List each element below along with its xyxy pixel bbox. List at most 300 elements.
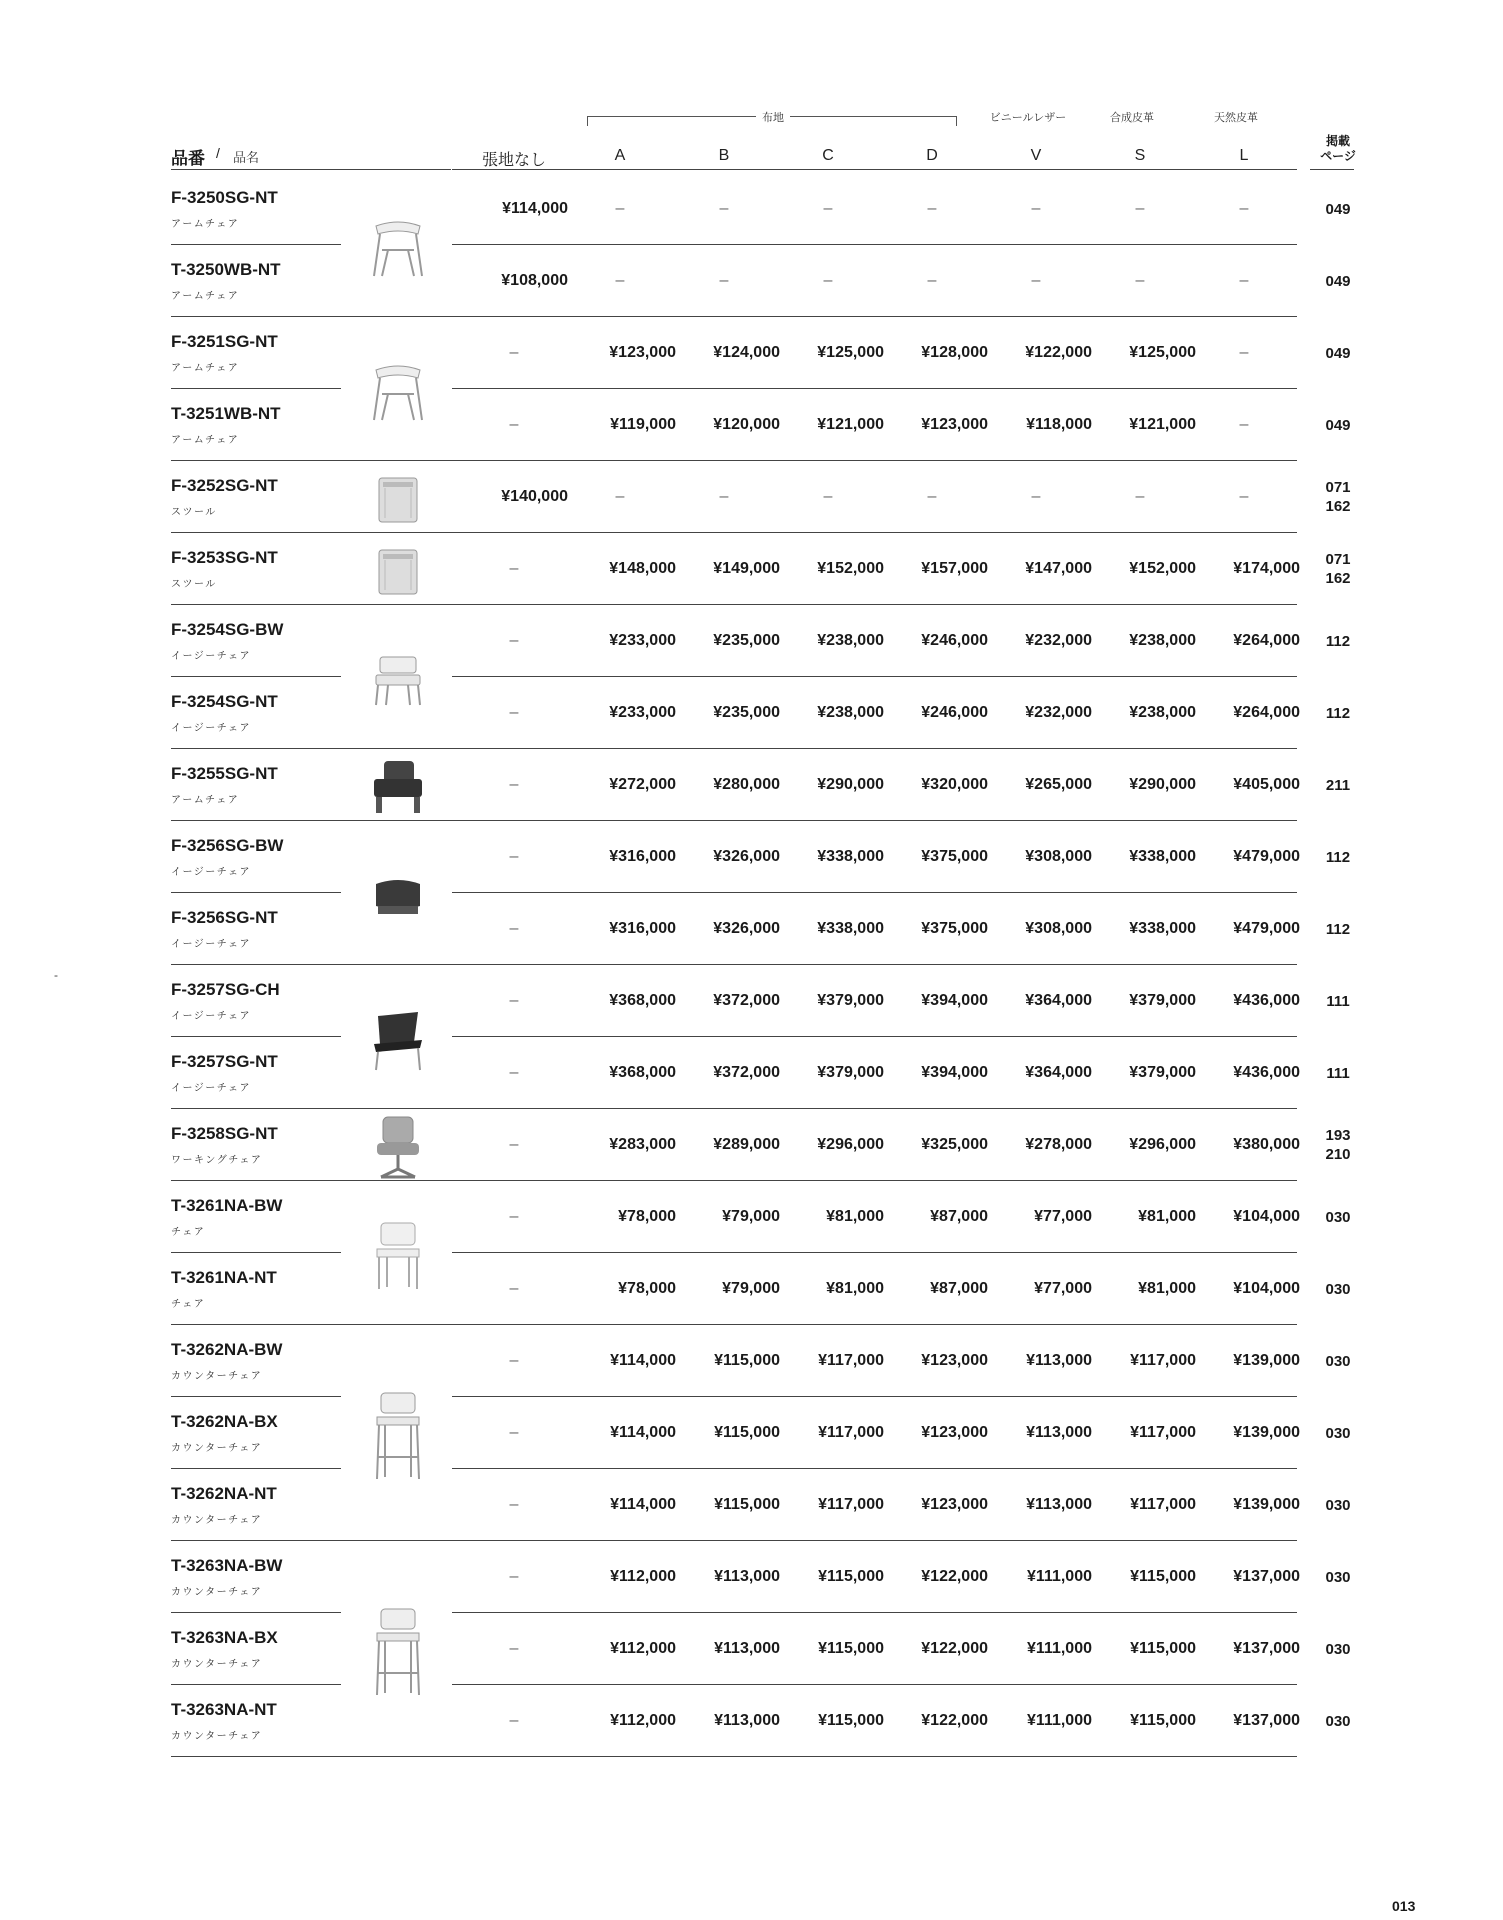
price-no-upholstery: ¥140,000 xyxy=(501,488,568,505)
header-rule-page xyxy=(1310,169,1354,170)
price-a: ¥316,000 xyxy=(609,920,676,937)
page-ref: 030 xyxy=(1325,1568,1351,1586)
catalog-page xyxy=(1310,550,1366,588)
page-ref: 071 xyxy=(1325,551,1351,568)
chair-white-icon xyxy=(371,1221,425,1296)
counter-chair-icon xyxy=(371,1391,425,1486)
row-divider xyxy=(452,1396,1297,1397)
price-no-upholstery: – xyxy=(509,1064,519,1081)
price-b: ¥113,000 xyxy=(714,1568,780,1585)
product-code: T-3250WB-NT xyxy=(171,260,281,279)
product-name: アームチェア xyxy=(171,363,240,374)
armchair-white-icon xyxy=(368,360,428,429)
product-name: スツール xyxy=(171,579,217,590)
catalog-page xyxy=(1310,1352,1366,1371)
no-upholstery-column-label: 張地なし xyxy=(481,152,546,169)
catalog-page xyxy=(1310,272,1366,291)
product-name: アームチェア xyxy=(171,435,240,446)
row-divider xyxy=(171,316,1297,317)
product-code: T-3263NA-BX xyxy=(171,1628,278,1647)
product-code: F-3257SG-CH xyxy=(171,980,280,999)
price-d: ¥375,000 xyxy=(921,848,988,865)
product-name: イージーチェア xyxy=(171,651,251,662)
product-code: T-3262NA-BX xyxy=(171,1412,278,1431)
header-separator: / xyxy=(216,145,220,161)
price-d: ¥122,000 xyxy=(921,1640,988,1657)
page-ref: 049 xyxy=(1325,272,1351,290)
price-no-upholstery: – xyxy=(509,632,519,649)
row-divider xyxy=(171,748,1297,749)
price-s: – xyxy=(1135,488,1145,505)
price-no-upholstery: – xyxy=(509,344,519,361)
price-c: ¥125,000 xyxy=(817,344,884,361)
catalog-page xyxy=(1310,1064,1366,1083)
row-divider xyxy=(452,1036,1297,1037)
product-code: F-3256SG-NT xyxy=(171,908,278,927)
column-label-b: B xyxy=(718,147,730,164)
catalog-page xyxy=(1310,1496,1366,1515)
header-rule-prices xyxy=(452,169,1297,170)
price-b: ¥120,000 xyxy=(713,416,780,433)
product-name: イージーチェア xyxy=(171,867,251,878)
catalog-page xyxy=(1310,1712,1366,1731)
price-d: – xyxy=(927,272,937,289)
page-ref: 162 xyxy=(1325,498,1351,515)
page-column-label xyxy=(1310,134,1366,164)
price-l: ¥104,000 xyxy=(1233,1208,1300,1225)
page-label-line1: 掲載 xyxy=(1325,134,1350,148)
price-c: ¥117,000 xyxy=(818,1496,884,1513)
row-divider xyxy=(171,1540,1297,1541)
price-b: ¥115,000 xyxy=(714,1352,780,1369)
row-divider xyxy=(171,1756,1297,1757)
catalog-page xyxy=(1310,992,1366,1011)
price-d: ¥394,000 xyxy=(921,992,988,1009)
price-b: ¥326,000 xyxy=(713,848,780,865)
stool-steel-icon xyxy=(375,546,421,603)
price-l: ¥139,000 xyxy=(1233,1424,1300,1441)
price-no-upholstery: – xyxy=(509,1640,519,1657)
price-c: ¥81,000 xyxy=(826,1208,884,1225)
code-column-label: 品番 xyxy=(171,149,205,168)
price-s: – xyxy=(1135,200,1145,217)
price-c: ¥338,000 xyxy=(817,920,884,937)
product-name: カウンターチェア xyxy=(171,1515,263,1526)
catalog-page xyxy=(1310,1208,1366,1227)
price-c: ¥379,000 xyxy=(817,992,884,1009)
price-s: ¥121,000 xyxy=(1129,416,1196,433)
page-ref: 111 xyxy=(1326,992,1350,1010)
page-ref: 030 xyxy=(1325,1424,1351,1442)
price-no-upholstery: – xyxy=(509,704,519,721)
price-b: – xyxy=(719,272,729,289)
product-code: T-3263NA-NT xyxy=(171,1700,277,1719)
page-ref: 030 xyxy=(1325,1352,1351,1370)
product-name: イージーチェア xyxy=(171,939,251,950)
product-name: アームチェア xyxy=(171,795,240,806)
price-no-upholstery: – xyxy=(509,776,519,793)
row-divider xyxy=(171,460,1297,461)
price-v: – xyxy=(1031,272,1041,289)
page-ref: 049 xyxy=(1325,416,1351,434)
price-l: ¥137,000 xyxy=(1233,1712,1300,1729)
price-d: – xyxy=(927,488,937,505)
catalog-page xyxy=(1310,848,1366,867)
price-c: ¥121,000 xyxy=(817,416,884,433)
row-divider xyxy=(171,676,341,677)
price-c: ¥117,000 xyxy=(818,1352,884,1369)
armchair-dark-icon xyxy=(370,759,426,822)
margin-mark: - xyxy=(54,968,58,982)
product-name: アームチェア xyxy=(171,219,240,230)
price-v: ¥364,000 xyxy=(1025,992,1092,1009)
price-c: ¥81,000 xyxy=(826,1280,884,1297)
price-b: ¥115,000 xyxy=(714,1424,780,1441)
synthetic-leather-label: 合成皮革 xyxy=(1110,112,1154,124)
product-name: イージーチェア xyxy=(171,1083,251,1094)
product-name: チェア xyxy=(171,1299,206,1310)
price-b: ¥372,000 xyxy=(713,1064,780,1081)
row-divider xyxy=(171,892,341,893)
product-code: F-3252SG-NT xyxy=(171,476,278,495)
product-code: F-3251SG-NT xyxy=(171,332,278,351)
page-ref: 111 xyxy=(1326,1064,1350,1082)
product-name: カウンターチェア xyxy=(171,1659,263,1670)
page-ref: 071 xyxy=(1325,479,1351,496)
price-v: ¥77,000 xyxy=(1034,1280,1092,1297)
product-name: イージーチェア xyxy=(171,723,251,734)
row-divider xyxy=(171,1468,341,1469)
row-divider xyxy=(171,532,1297,533)
easy-chair-black-icon xyxy=(368,1008,428,1077)
row-divider xyxy=(171,388,341,389)
price-d: ¥320,000 xyxy=(921,776,988,793)
price-s: ¥296,000 xyxy=(1129,1136,1196,1153)
price-c: ¥379,000 xyxy=(817,1064,884,1081)
price-no-upholstery: – xyxy=(509,920,519,937)
price-d: ¥246,000 xyxy=(921,632,988,649)
price-l: ¥479,000 xyxy=(1233,848,1300,865)
catalog-page xyxy=(1310,1126,1366,1164)
price-l: – xyxy=(1239,488,1249,505)
price-v: ¥111,000 xyxy=(1027,1568,1092,1585)
price-v: – xyxy=(1031,200,1041,217)
product-code: T-3263NA-BW xyxy=(171,1556,283,1575)
row-divider xyxy=(171,1252,341,1253)
price-no-upholstery: – xyxy=(509,1712,519,1729)
catalog-page xyxy=(1310,1424,1366,1443)
price-d: ¥122,000 xyxy=(921,1712,988,1729)
price-a: ¥78,000 xyxy=(618,1280,676,1297)
price-c: – xyxy=(823,272,833,289)
page-label-line2: ページ xyxy=(1320,149,1356,163)
row-divider xyxy=(452,1612,1297,1613)
page-ref: 112 xyxy=(1325,632,1351,650)
price-s: ¥379,000 xyxy=(1129,1064,1196,1081)
price-c: ¥238,000 xyxy=(817,632,884,649)
price-d: ¥325,000 xyxy=(921,1136,988,1153)
price-no-upholstery: – xyxy=(509,416,519,433)
price-a: ¥123,000 xyxy=(609,344,676,361)
price-s: ¥125,000 xyxy=(1129,344,1196,361)
price-c: ¥152,000 xyxy=(817,560,884,577)
product-code: T-3251WB-NT xyxy=(171,404,281,423)
row-divider xyxy=(171,1396,341,1397)
price-s: ¥338,000 xyxy=(1129,848,1196,865)
price-l: ¥264,000 xyxy=(1233,632,1300,649)
row-divider xyxy=(452,244,1297,245)
row-divider xyxy=(171,820,1297,821)
price-s: ¥152,000 xyxy=(1129,560,1196,577)
price-b: ¥124,000 xyxy=(713,344,780,361)
price-l: ¥436,000 xyxy=(1233,1064,1300,1081)
page-ref: 112 xyxy=(1325,704,1351,722)
price-l: ¥104,000 xyxy=(1233,1280,1300,1297)
price-l: ¥137,000 xyxy=(1233,1640,1300,1657)
price-a: ¥112,000 xyxy=(610,1640,676,1657)
product-name: ワーキングチェア xyxy=(171,1155,263,1166)
product-code: F-3255SG-NT xyxy=(171,764,278,783)
page-ref: 030 xyxy=(1325,1208,1351,1226)
price-d: ¥123,000 xyxy=(921,416,988,433)
price-a: ¥368,000 xyxy=(609,1064,676,1081)
price-v: ¥122,000 xyxy=(1025,344,1092,361)
price-l: ¥137,000 xyxy=(1233,1568,1300,1585)
price-a: ¥233,000 xyxy=(609,704,676,721)
price-v: ¥111,000 xyxy=(1027,1712,1092,1729)
product-code: F-3253SG-NT xyxy=(171,548,278,567)
column-label-c: C xyxy=(822,147,834,164)
price-v: ¥147,000 xyxy=(1025,560,1092,577)
price-no-upholstery: – xyxy=(509,1352,519,1369)
price-v: ¥113,000 xyxy=(1026,1424,1092,1441)
price-b: ¥115,000 xyxy=(714,1496,780,1513)
price-v: ¥232,000 xyxy=(1025,704,1092,721)
row-divider xyxy=(171,1324,1297,1325)
price-a: ¥368,000 xyxy=(609,992,676,1009)
price-a: ¥283,000 xyxy=(609,1136,676,1153)
price-l: ¥380,000 xyxy=(1233,1136,1300,1153)
catalog-page xyxy=(1310,344,1366,363)
price-b: – xyxy=(719,200,729,217)
price-no-upholstery: – xyxy=(509,848,519,865)
price-d: ¥375,000 xyxy=(921,920,988,937)
price-b: ¥149,000 xyxy=(713,560,780,577)
counter-chair-icon xyxy=(371,1607,425,1702)
price-no-upholstery: – xyxy=(509,1568,519,1585)
price-s: ¥238,000 xyxy=(1129,704,1196,721)
page-ref: 210 xyxy=(1325,1146,1351,1163)
price-d: ¥123,000 xyxy=(921,1352,988,1369)
price-c: ¥117,000 xyxy=(818,1424,884,1441)
price-a: ¥112,000 xyxy=(610,1568,676,1585)
product-name: カウンターチェア xyxy=(171,1443,263,1454)
catalog-page xyxy=(1310,920,1366,939)
product-name: イージーチェア xyxy=(171,1011,251,1022)
price-v: ¥278,000 xyxy=(1025,1136,1092,1153)
catalog-page xyxy=(1310,200,1366,219)
price-s: ¥117,000 xyxy=(1130,1424,1196,1441)
price-d: ¥122,000 xyxy=(921,1568,988,1585)
product-code: T-3262NA-NT xyxy=(171,1484,277,1503)
price-no-upholstery: – xyxy=(509,1496,519,1513)
product-name: カウンターチェア xyxy=(171,1371,263,1382)
product-code: F-3250SG-NT xyxy=(171,188,278,207)
page-ref: 193 xyxy=(1325,1127,1351,1144)
price-b: ¥79,000 xyxy=(722,1208,780,1225)
price-v: ¥77,000 xyxy=(1034,1208,1092,1225)
price-l: ¥479,000 xyxy=(1233,920,1300,937)
price-c: – xyxy=(823,200,833,217)
page-number: 013 xyxy=(1392,1898,1416,1914)
price-no-upholstery: – xyxy=(509,1424,519,1441)
page-ref: 211 xyxy=(1325,776,1351,794)
price-c: ¥290,000 xyxy=(817,776,884,793)
price-l: ¥405,000 xyxy=(1233,776,1300,793)
price-s: ¥338,000 xyxy=(1129,920,1196,937)
page-ref: 049 xyxy=(1325,200,1351,218)
stool-steel-icon xyxy=(375,474,421,531)
name-column-label: 品名 xyxy=(233,150,260,165)
price-v: ¥113,000 xyxy=(1026,1352,1092,1369)
fabric-group-label: 布地 xyxy=(756,109,790,125)
catalog-page xyxy=(1310,704,1366,723)
row-divider xyxy=(171,1684,341,1685)
price-l: ¥139,000 xyxy=(1233,1496,1300,1513)
price-no-upholstery: ¥114,000 xyxy=(502,200,568,217)
price-c: ¥115,000 xyxy=(818,1568,884,1585)
product-name: カウンターチェア xyxy=(171,1731,263,1742)
price-b: ¥372,000 xyxy=(713,992,780,1009)
price-a: ¥272,000 xyxy=(609,776,676,793)
vinyl-leather-label: ビニールレザー xyxy=(989,112,1067,124)
price-a: – xyxy=(615,200,625,217)
row-divider xyxy=(452,1252,1297,1253)
price-l: – xyxy=(1239,344,1249,361)
easy-chair-white-icon xyxy=(370,653,426,712)
column-label-l: L xyxy=(1239,147,1249,164)
price-d: ¥394,000 xyxy=(921,1064,988,1081)
price-v: ¥111,000 xyxy=(1027,1640,1092,1657)
catalog-page xyxy=(1310,1568,1366,1587)
column-label-d: D xyxy=(926,147,938,164)
page-ref: 030 xyxy=(1325,1712,1351,1730)
price-d: ¥157,000 xyxy=(921,560,988,577)
page-ref: 112 xyxy=(1325,848,1351,866)
price-l: ¥436,000 xyxy=(1233,992,1300,1009)
column-label-a: A xyxy=(614,147,626,164)
price-c: ¥115,000 xyxy=(818,1640,884,1657)
product-code: F-3254SG-NT xyxy=(171,692,278,711)
price-v: – xyxy=(1031,488,1041,505)
armchair-white-icon xyxy=(368,216,428,285)
price-b: ¥79,000 xyxy=(722,1280,780,1297)
price-d: ¥128,000 xyxy=(921,344,988,361)
price-a: ¥148,000 xyxy=(609,560,676,577)
price-b: ¥289,000 xyxy=(713,1136,780,1153)
price-a: ¥119,000 xyxy=(610,416,676,433)
price-d: ¥123,000 xyxy=(921,1496,988,1513)
price-s: ¥238,000 xyxy=(1129,632,1196,649)
price-a: ¥78,000 xyxy=(618,1208,676,1225)
row-divider xyxy=(171,964,1297,965)
price-no-upholstery: – xyxy=(509,560,519,577)
page-ref: 112 xyxy=(1325,920,1351,938)
bracket-right-tick xyxy=(956,116,957,126)
price-s: ¥117,000 xyxy=(1130,1496,1196,1513)
product-name: カウンターチェア xyxy=(171,1587,263,1598)
price-l: – xyxy=(1239,416,1249,433)
price-c: ¥296,000 xyxy=(817,1136,884,1153)
price-b: ¥280,000 xyxy=(713,776,780,793)
page-ref: 162 xyxy=(1325,570,1351,587)
header-rule-name xyxy=(171,169,451,170)
page-ref: 030 xyxy=(1325,1280,1351,1298)
product-code: T-3261NA-NT xyxy=(171,1268,277,1287)
row-divider xyxy=(452,388,1297,389)
price-l: ¥174,000 xyxy=(1233,560,1300,577)
row-divider xyxy=(452,676,1297,677)
natural-leather-label: 天然皮革 xyxy=(1214,112,1258,124)
column-label-v: V xyxy=(1030,147,1042,164)
price-no-upholstery: – xyxy=(509,1136,519,1153)
row-divider xyxy=(171,1612,341,1613)
price-d: ¥123,000 xyxy=(921,1424,988,1441)
price-c: ¥338,000 xyxy=(817,848,884,865)
row-divider xyxy=(171,1036,341,1037)
row-divider xyxy=(171,244,341,245)
catalog-page xyxy=(1310,1640,1366,1659)
price-b: ¥326,000 xyxy=(713,920,780,937)
product-code: F-3256SG-BW xyxy=(171,836,284,855)
catalog-page xyxy=(1310,632,1366,651)
bracket-left-tick xyxy=(587,116,588,126)
product-name: チェア xyxy=(171,1227,206,1238)
catalog-page xyxy=(1310,416,1366,435)
page-ref: 030 xyxy=(1325,1640,1351,1658)
column-label-s: S xyxy=(1134,147,1146,164)
price-a: ¥233,000 xyxy=(609,632,676,649)
price-s: ¥117,000 xyxy=(1130,1352,1196,1369)
price-s: ¥115,000 xyxy=(1130,1712,1196,1729)
price-s: ¥379,000 xyxy=(1129,992,1196,1009)
price-s: ¥81,000 xyxy=(1138,1280,1196,1297)
price-l: ¥264,000 xyxy=(1233,704,1300,721)
row-divider xyxy=(452,892,1297,893)
row-divider xyxy=(452,1468,1297,1469)
product-code: F-3254SG-BW xyxy=(171,620,284,639)
product-code: T-3261NA-BW xyxy=(171,1196,283,1215)
price-v: ¥308,000 xyxy=(1025,848,1092,865)
price-v: ¥308,000 xyxy=(1025,920,1092,937)
row-divider xyxy=(171,604,1297,605)
price-l: – xyxy=(1239,272,1249,289)
price-d: ¥87,000 xyxy=(930,1280,988,1297)
price-v: ¥113,000 xyxy=(1026,1496,1092,1513)
price-a: ¥114,000 xyxy=(610,1424,676,1441)
price-a: ¥112,000 xyxy=(610,1712,676,1729)
price-b: ¥235,000 xyxy=(713,704,780,721)
price-no-upholstery: ¥108,000 xyxy=(501,272,568,289)
price-s: ¥115,000 xyxy=(1130,1568,1196,1585)
price-no-upholstery: – xyxy=(509,1280,519,1297)
row-divider xyxy=(452,1684,1297,1685)
price-v: ¥232,000 xyxy=(1025,632,1092,649)
price-no-upholstery: – xyxy=(509,1208,519,1225)
price-l: ¥139,000 xyxy=(1233,1352,1300,1369)
price-s: ¥115,000 xyxy=(1130,1640,1196,1657)
row-divider xyxy=(171,1180,1297,1181)
